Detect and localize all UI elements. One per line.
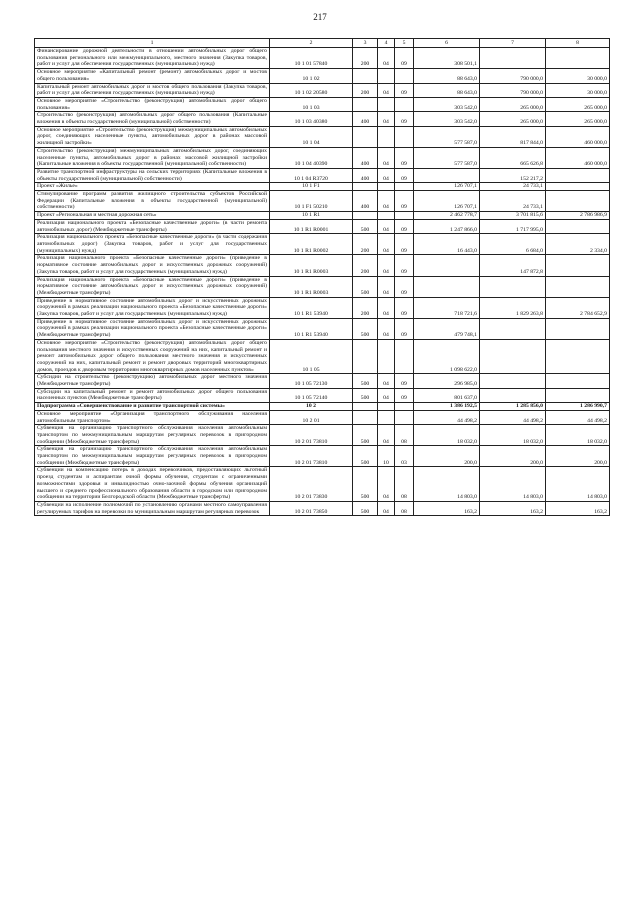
- row-subsection: [395, 69, 414, 83]
- row-code: 10 2 01 73830: [270, 467, 353, 502]
- row-expense-type: 200: [353, 48, 378, 69]
- table-row: [35, 410, 610, 424]
- row-subsection: 09: [395, 388, 414, 402]
- row-code: 10 2 01 73810: [270, 425, 353, 446]
- row-amount-3: 163,2: [546, 502, 610, 516]
- row-amount-3: [546, 168, 610, 182]
- row-subsection: [395, 410, 414, 424]
- row-amount-2: 1 285 856,0: [480, 403, 546, 411]
- row-subsection: 09: [395, 48, 414, 69]
- row-amount-1: [414, 255, 480, 276]
- row-expense-type: 500: [353, 425, 378, 446]
- row-code: 10 1 01 57840: [270, 48, 353, 69]
- row-subsection: 09: [395, 374, 414, 388]
- table-row: [35, 425, 610, 446]
- row-name: Субвенции на компенсацию потерь в доходах перевозчиков, предоставляющих льготный проезд студентам и аспирантам очной формы обучения, студентам с ограниченными возможностями здоровья и инвалидностью очно-заочной формы обучения организаций высшего и среднего профессионального образования области в городском или пригородном сообщении на территории Белгородской области (Межбюджетные трансферты): [35, 467, 270, 502]
- row-name: Финансирование дорожной деятельности в отношении автомобильных дорог общего пользования регионального или межмуниципального, местного значения (Закупка товаров, работ и услуг для обеспечения государственных (муниципальных) нужд): [35, 48, 270, 69]
- row-amount-3: [546, 183, 610, 191]
- row-amount-2: 152 217,2: [480, 168, 546, 182]
- row-name: Основное мероприятие «Строительство (реконструкция) автомобильных дорог общего пользования»: [35, 97, 270, 111]
- table-row: [35, 191, 610, 212]
- row-section: 04: [378, 112, 395, 126]
- table-row: [35, 219, 610, 233]
- column-header: 7: [480, 39, 546, 48]
- row-amount-1: 14 803,0: [414, 467, 480, 502]
- row-name: Реализация национального проекта «Безопасные качественные дороги» (приведение в нормативное состояние автомобильных дорог и искусственных дорожных сооружений) (Межбюджетные трансферты): [35, 276, 270, 297]
- row-amount-1: 2 462 778,7: [414, 212, 480, 220]
- row-subsection: 09: [395, 234, 414, 255]
- row-name: Стимулирование программ развития жилищного строительства субъектов Российской Федерации (Капитальные вложения в объекты государственной (муниципальной) собственности): [35, 191, 270, 212]
- row-amount-3: 460 000,0: [546, 126, 610, 147]
- row-amount-2: 790 000,0: [480, 83, 546, 97]
- row-subsection: 09: [395, 168, 414, 182]
- row-section: [378, 183, 395, 191]
- row-expense-type: [353, 410, 378, 424]
- row-code: 10 2 01: [270, 410, 353, 424]
- row-expense-type: 200: [353, 255, 378, 276]
- row-code: 10 1 05: [270, 339, 353, 374]
- row-amount-2: 200,0: [480, 446, 546, 467]
- row-code: 10 2 01 73810: [270, 446, 353, 467]
- row-name: Субвенции на исполнение полномочий по установлению органами местного самоуправления регулируемых тарифов на перевозки по муниципальным маршрутам регулярных перевозок: [35, 502, 270, 516]
- row-amount-1: 479 748,1: [414, 318, 480, 339]
- row-amount-1: [414, 168, 480, 182]
- row-name: Субвенция на организацию транспортного обслуживания населения автомобильным транспортом по межмуниципальным маршрутам регулярных перевозок в пригородном сообщении (Межбюджетные трансферты): [35, 446, 270, 467]
- row-expense-type: [353, 69, 378, 83]
- page-number: 217: [313, 12, 327, 22]
- table-row: [35, 255, 610, 276]
- row-expense-type: 500: [353, 276, 378, 297]
- column-header: 3: [353, 39, 378, 48]
- row-amount-1: 88 643,0: [414, 83, 480, 97]
- row-amount-2: [480, 318, 546, 339]
- row-section: [378, 97, 395, 111]
- row-section: [378, 339, 395, 374]
- row-amount-2: 44 498,2: [480, 410, 546, 424]
- table-row: [35, 168, 610, 182]
- row-amount-3: [546, 191, 610, 212]
- row-amount-3: 30 000,0: [546, 83, 610, 97]
- row-amount-2: 1 829 263,8: [480, 297, 546, 318]
- table-row: [35, 297, 610, 318]
- row-code: 10 1 R1 53940: [270, 318, 353, 339]
- row-name: Основное мероприятие «Строительство (реконструкция) межмуниципальных автомобильных дорог, соединяющих населенные пункты, автомобильных дорог в районах массовой жилищной застройки»: [35, 126, 270, 147]
- row-amount-1: 126 707,1: [414, 191, 480, 212]
- row-amount-3: 2 786 986,9: [546, 212, 610, 220]
- table-row: [35, 276, 610, 297]
- row-amount-1: 577 587,0: [414, 147, 480, 168]
- table-row: [35, 374, 610, 388]
- row-code: 10 1 03: [270, 97, 353, 111]
- row-section: [378, 212, 395, 220]
- row-code: 10 1 R1: [270, 212, 353, 220]
- row-amount-2: 265 000,0: [480, 112, 546, 126]
- row-amount-2: 24 733,1: [480, 191, 546, 212]
- row-amount-3: 44 498,2: [546, 410, 610, 424]
- row-section: 10: [378, 446, 395, 467]
- row-amount-1: 44 498,2: [414, 410, 480, 424]
- row-expense-type: 500: [353, 318, 378, 339]
- row-amount-1: 308 501,1: [414, 48, 480, 69]
- row-section: 04: [378, 191, 395, 212]
- row-amount-1: 1 098 622,0: [414, 339, 480, 374]
- row-code: 10 1 R1 R0001: [270, 219, 353, 233]
- column-header: 6: [414, 39, 480, 48]
- row-section: 04: [378, 83, 395, 97]
- row-amount-2: 265 000,0: [480, 97, 546, 111]
- row-code: 10 1 R1 R0003: [270, 255, 353, 276]
- row-code: 10 1 04 R3720: [270, 168, 353, 182]
- table-row: [35, 97, 610, 111]
- table-header-row: [35, 39, 610, 48]
- row-name: Капитальный ремонт автомобильных дорог и мостов общего пользования (Закупка товаров, работ и услуг для обеспечения государственных (муниципальных) нужд): [35, 83, 270, 97]
- row-amount-2: 665 626,8: [480, 147, 546, 168]
- row-amount-1: 303 542,0: [414, 112, 480, 126]
- row-amount-3: [546, 388, 610, 402]
- row-code: 10 1 R1 R0003: [270, 276, 353, 297]
- table-row: [35, 69, 610, 83]
- table-row: [35, 467, 610, 502]
- table-row: [35, 147, 610, 168]
- row-amount-2: 1 717 995,0: [480, 219, 546, 233]
- row-subsection: 09: [395, 147, 414, 168]
- row-section: 04: [378, 425, 395, 446]
- row-amount-3: [546, 339, 610, 374]
- row-name: Проект «Жилье»: [35, 183, 270, 191]
- row-subsection: 08: [395, 425, 414, 446]
- column-header: 4: [378, 39, 395, 48]
- row-section: 04: [378, 467, 395, 502]
- row-subsection: [395, 212, 414, 220]
- row-name: Реализация национального проекта «Безопасные качественные дороги» (приведение в нормативное состояние автомобильных дорог и искусственных дорожных сооружений) (Закупка товаров, работ и услуг для государственных (муниципальных) нужд): [35, 255, 270, 276]
- table-row: [35, 318, 610, 339]
- row-code: 10 1 05 72130: [270, 374, 353, 388]
- row-name: Субсидии на строительство (реконструкцию) автомобильных дорог местного значения (Межбюджетные трансферты): [35, 374, 270, 388]
- row-amount-3: [546, 48, 610, 69]
- column-header: 8: [546, 39, 610, 48]
- row-amount-3: [546, 255, 610, 276]
- row-section: 04: [378, 48, 395, 69]
- row-section: [378, 403, 395, 411]
- row-code: 10 1 03 40380: [270, 112, 353, 126]
- row-amount-3: 30 000,0: [546, 69, 610, 83]
- row-subsection: 09: [395, 276, 414, 297]
- row-subsection: 09: [395, 255, 414, 276]
- row-name: Основное мероприятие «Организация транспортного обслуживания населения автомобильным транспортом»: [35, 410, 270, 424]
- row-expense-type: 200: [353, 297, 378, 318]
- row-section: 04: [378, 388, 395, 402]
- table-row: [35, 212, 610, 220]
- row-amount-2: 6 684,0: [480, 234, 546, 255]
- row-subsection: 09: [395, 83, 414, 97]
- row-amount-1: 16 443,0: [414, 234, 480, 255]
- row-name: Реализация национального проекта «Безопасные качественные дороги» (в части ремонта автомобильных дорог) (Межбюджетные трансферты): [35, 219, 270, 233]
- table-row: [35, 83, 610, 97]
- row-expense-type: 500: [353, 388, 378, 402]
- row-amount-1: 303 542,0: [414, 97, 480, 111]
- row-section: 04: [378, 374, 395, 388]
- row-section: [378, 410, 395, 424]
- column-header: 1: [35, 39, 270, 48]
- row-code: 10 1 02 20580: [270, 83, 353, 97]
- row-name: Реализация национального проекта «Безопасные качественные дороги» (в части содержания автомобильных дорог) (Закупка товаров, работ и услуг для государственных (муниципальных) нужд): [35, 234, 270, 255]
- row-amount-1: 88 643,0: [414, 69, 480, 83]
- table-row: [35, 48, 610, 69]
- row-amount-3: [546, 219, 610, 233]
- row-code: 10 1 04: [270, 126, 353, 147]
- row-name: Субвенция на организацию транспортного обслуживания населения автомобильным транспортом по межмуниципальным маршрутам регулярных перевозок в пригородном сообщении (Межбюджетные трансферты): [35, 425, 270, 446]
- row-amount-3: 265 000,0: [546, 112, 610, 126]
- table-row: [35, 339, 610, 374]
- row-name: Строительство (реконструкция) автомобильных дорог общего пользования (Капитальные вложения в объекты государственной (муниципальной) собственности): [35, 112, 270, 126]
- row-amount-3: 460 000,0: [546, 147, 610, 168]
- row-code: 10 2: [270, 403, 353, 411]
- row-amount-1: 1 386 192,5: [414, 403, 480, 411]
- row-amount-3: [546, 276, 610, 297]
- row-amount-1: 577 587,0: [414, 126, 480, 147]
- row-name: Приведение в нормативное состояние автомобильных дорог и искусственных дорожных сооружений в рамках реализации национального проекта «Безопасные качественные дороги» (Закупка товаров, работ и услуг для государственных (муниципальных) нужд): [35, 297, 270, 318]
- row-section: 04: [378, 318, 395, 339]
- row-amount-2: [480, 388, 546, 402]
- row-expense-type: 400: [353, 168, 378, 182]
- row-amount-2: 790 000,0: [480, 69, 546, 83]
- row-amount-2: 147 872,8: [480, 255, 546, 276]
- row-subsection: 03: [395, 446, 414, 467]
- table-row: [35, 403, 610, 411]
- table-row: [35, 183, 610, 191]
- row-section: [378, 69, 395, 83]
- row-amount-3: 14 803,0: [546, 467, 610, 502]
- row-code: 10 1 F1 50210: [270, 191, 353, 212]
- row-expense-type: 500: [353, 219, 378, 233]
- row-amount-2: 18 032,0: [480, 425, 546, 446]
- row-amount-3: 200,0: [546, 446, 610, 467]
- row-name: Субсидии на капитальный ремонт и ремонт автомобильных дорог общего пользования населенных пунктов (Межбюджетные трансферты): [35, 388, 270, 402]
- row-expense-type: 500: [353, 467, 378, 502]
- row-subsection: [395, 183, 414, 191]
- table-row: [35, 502, 610, 516]
- row-amount-1: 126 707,1: [414, 183, 480, 191]
- column-header: 2: [270, 39, 353, 48]
- row-section: 04: [378, 502, 395, 516]
- row-amount-3: 2 784 652,9: [546, 297, 610, 318]
- row-expense-type: 400: [353, 191, 378, 212]
- row-expense-type: [353, 212, 378, 220]
- row-section: 04: [378, 297, 395, 318]
- row-amount-1: 1 247 866,0: [414, 219, 480, 233]
- row-amount-3: [546, 374, 610, 388]
- row-expense-type: 500: [353, 374, 378, 388]
- row-code: 10 2 01 73850: [270, 502, 353, 516]
- row-section: 04: [378, 255, 395, 276]
- row-section: 04: [378, 276, 395, 297]
- row-amount-3: [546, 318, 610, 339]
- row-code: 10 1 05 72140: [270, 388, 353, 402]
- row-name: Строительство (реконструкция) межмуниципальных автомобильных дорог, соединяющих населенные пункты, автомобильных дорог в районах массовой жилищной застройки (Капитальные вложения в объекты государственной (муниципальной) собственности): [35, 147, 270, 168]
- row-expense-type: [353, 339, 378, 374]
- table-row: [35, 126, 610, 147]
- row-subsection: 08: [395, 502, 414, 516]
- row-expense-type: 500: [353, 502, 378, 516]
- row-amount-3: 1 286 990,7: [546, 403, 610, 411]
- row-subsection: 08: [395, 467, 414, 502]
- row-amount-2: [480, 339, 546, 374]
- row-expense-type: 400: [353, 147, 378, 168]
- row-expense-type: 400: [353, 112, 378, 126]
- row-amount-3: 2 334,0: [546, 234, 610, 255]
- row-section: 04: [378, 234, 395, 255]
- row-amount-2: [480, 276, 546, 297]
- row-amount-2: 24 733,1: [480, 183, 546, 191]
- row-code: 10 1 R1 R0002: [270, 234, 353, 255]
- row-section: [378, 126, 395, 147]
- row-name: Основное мероприятие «Капитальный ремонт (ремонт) автомобильных дорог и мостов общего пользования»: [35, 69, 270, 83]
- row-code: 10 1 F1: [270, 183, 353, 191]
- row-name: Основное мероприятие «Строительство (реконструкция) автомобильных дорог общего пользования местного значения и искусственных сооружений на них, капитальный ремонт и ремонт автомобильных дорог общего пользования местного значения и искусственных сооружений на них, капитальный ремонт и ремонт дворовых территорий многоквартирных домов, проездов к дворовым территориям многоквартирных домов населенных пунктов»: [35, 339, 270, 374]
- row-amount-2: 817 844,0: [480, 126, 546, 147]
- row-expense-type: 200: [353, 234, 378, 255]
- row-expense-type: [353, 183, 378, 191]
- row-section: 04: [378, 219, 395, 233]
- row-subsection: [395, 339, 414, 374]
- row-code: 10 1 04 40390: [270, 147, 353, 168]
- row-name: Развитие транспортной инфраструктуры на сельских территориях (Капитальные вложения в объекты государственной (муниципальной) собственности): [35, 168, 270, 182]
- row-code: 10 1 02: [270, 69, 353, 83]
- row-section: 04: [378, 168, 395, 182]
- row-amount-2: [480, 48, 546, 69]
- row-name: Подпрограмма «Совершенствование и развитие транспортной системы»: [35, 403, 270, 411]
- row-subsection: [395, 126, 414, 147]
- budget-table: [34, 38, 610, 516]
- row-amount-2: [480, 374, 546, 388]
- row-subsection: [395, 97, 414, 111]
- row-expense-type: [353, 403, 378, 411]
- row-amount-3: 18 032,0: [546, 425, 610, 446]
- table-row: [35, 446, 610, 467]
- table-row: [35, 388, 610, 402]
- row-subsection: 09: [395, 191, 414, 212]
- row-amount-1: 801 637,0: [414, 388, 480, 402]
- row-amount-1: 718 721,6: [414, 297, 480, 318]
- row-name: Проект «Региональная и местная дорожная сеть»: [35, 212, 270, 220]
- row-amount-1: [414, 276, 480, 297]
- row-code: 10 1 R1 53940: [270, 297, 353, 318]
- row-amount-2: 163,2: [480, 502, 546, 516]
- row-amount-1: 18 032,0: [414, 425, 480, 446]
- row-expense-type: [353, 97, 378, 111]
- row-subsection: 09: [395, 318, 414, 339]
- row-amount-2: 3 701 815,6: [480, 212, 546, 220]
- row-section: 04: [378, 147, 395, 168]
- row-amount-1: 163,2: [414, 502, 480, 516]
- row-amount-1: 200,0: [414, 446, 480, 467]
- row-amount-1: 296 985,0: [414, 374, 480, 388]
- table-row: [35, 234, 610, 255]
- row-expense-type: 200: [353, 83, 378, 97]
- row-subsection: [395, 403, 414, 411]
- table-row: [35, 112, 610, 126]
- row-amount-3: 265 000,0: [546, 97, 610, 111]
- row-expense-type: [353, 126, 378, 147]
- row-subsection: 09: [395, 219, 414, 233]
- row-amount-2: 14 803,0: [480, 467, 546, 502]
- row-expense-type: 500: [353, 446, 378, 467]
- row-subsection: 09: [395, 297, 414, 318]
- row-subsection: 09: [395, 112, 414, 126]
- row-name: Приведение в нормативное состояние автомобильных дорог и искусственных дорожных сооружений в рамках реализации национального проекта «Безопасные качественные дороги» (Межбюджетные трансферты): [35, 318, 270, 339]
- column-header: 5: [395, 39, 414, 48]
